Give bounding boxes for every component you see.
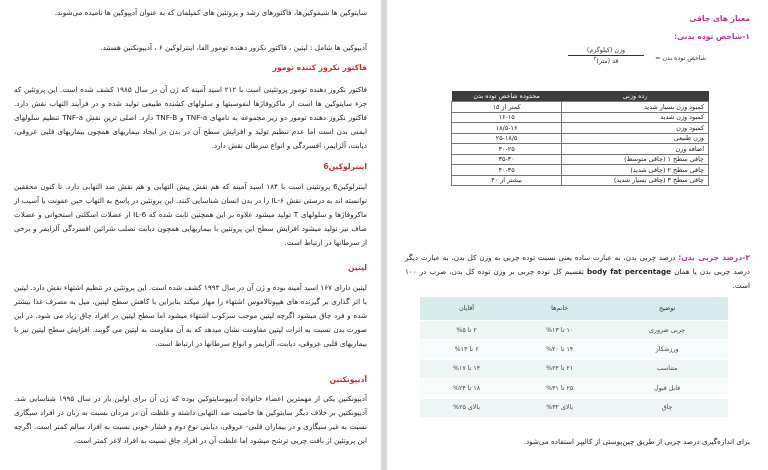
bmi-header-range: محدوده شاخص توده بدن — [452, 91, 562, 102]
paragraph-body-fat: ۲-درصد چربی بدن: درصد چربی بدن، به عبارت ساده یعنی نسبت توده چربی به وزن کل بدن. به عبارت دیگر درصد چربی بدن یا همان body fat percentage تقسیم کل توده چربی بر وزن توده کل بدن، ضرب در ۱۰۰ است. — [405, 253, 750, 290]
fat-header-women: خانم‌ها — [513, 297, 606, 321]
paragraph-caliper: برای اندازه‌گیری درصد چربی از طریق چین‌پوستی از کالیپر استفاده می‌شود. — [523, 437, 750, 446]
table-row: کمبود وزن ۱۸/۵-۱۶ — [452, 123, 709, 134]
body-fat-term: body fat percentage — [587, 267, 672, 276]
table-row: چربی ضروری ۱۰ تا ۱۳% ۲ تا ۵% — [420, 321, 728, 340]
bmi-table — [451, 91, 709, 186]
heading-body-fat: ۲-درصد چربی بدن: — [678, 253, 750, 262]
heading-obesity-criteria: معیار های چاقی — [689, 14, 750, 23]
heading-tnf: فاکتور نکروز کننده تومور — [272, 63, 367, 72]
body-fat-table — [420, 297, 728, 417]
paragraph-leptin: لپتین دارای ۱۶۷ اسید آمینه بوده و ژن آن در سال ۱۹۹۴ کشف شده است. این پروتئین در تنظیم اشتهاء نقش دارد. لپتین با اثر گذاری بر گیرنده های هیپوتالاموس اشتهاء را مهار میکند بنابراین با کاهش سطح لپتین، میل به مصرف غذا بیشتر شده و فرد چاق میشود اگرچه لپتین موجب سرکوب اشتهاء میشود اما سطح لپتین در افراد چاق زیاد می شود. در این صورت بدن نسبت به اثرات لپتین مقاومت نشان میدهد که به آن مقاومت به لپتین می گویند. افزایش سطح لپتین نیز با بیماریهای قلبی عروقی، دیابت، آلزایمر و انواع سرطانها در ارتباط است. — [14, 283, 367, 348]
formula-numerator: وزن (کیلوگرم) — [586, 47, 626, 54]
right-page — [387, 0, 768, 470]
formula-lhs: شاخص توده بدن = — [655, 55, 706, 62]
paragraph-adiponectin: آدیپونکتین یکی از مهمترین اعضاء خانواده آدیپوسایتوکین بوده که ژن آن برای اولین بار در سال ۱۹۹۵ شناسایی شد. آدیپونکتین بر خلاف دیگر سایتوکین ها خاصیت ضد التهابی داشته و غلظت آن در مردان نسبت به زنان در افراد سیگاری نسبت به غیر سیگاری و در بیماران قلبی- عروقی، دیابتی نوع دوم و فشار خونی نسبت به افراد سالم کمتر است. اگرچه این پروتئین از بافت چربی ترشح میشود اما غلظت آن در افراد چاق نسبت به افراد لاغر کمتر است. — [14, 394, 367, 445]
heading-leptin: لپتین — [348, 263, 367, 272]
heading-bmi: ۱-شاخص توده بدنی: — [673, 32, 750, 41]
paragraph-il6: اینترلوکین6 پروتئینی است با ۱۸۴ اسید آمینه که هم نقش پیش التهابی و هم نقش ضد التهابی دارد. تا کنون محققین توانسته اند به درستی نقش IL-۶ را در بدن انسان شناسایی کنند. این پروتئین در پاسخ به التهاب حین عفونت یا آسیب از ماکروفاژها و سلولهای T تولید میشود علاوه بر این همچنین ثابت شده که IL-6 از عضلات اسکلتی استخوانی و عضلات صاف نیز تولید میشود افزایش سطح این پروتئین با بیماریهایی همچون دیابت تصلب شرائین افسردگی آلزایمر و برخی از سرطانها در ارتباط است. — [14, 182, 368, 247]
paragraph-adipokines-intro: سایتوکین ها شیموکین‌ها، فاکتورهای رشد و پروتئین های کمپلمان که به عنوان آدیپوکین ها نامیده می‌شوند. — [54, 8, 367, 17]
left-page — [0, 0, 381, 470]
table-row: قابل قبول ۲۵ تا ۳۱% ۱۸ تا ۲۴% — [420, 379, 728, 398]
table-row: چاقی سطح ۱ (چاقی متوسط) ۳۵-۳۰ — [452, 154, 709, 165]
table-row: چاقی سطح ۲ (چاقی شدید) ۴۰-۳۵ — [452, 165, 709, 176]
paragraph-tnf: فاکتور نکروز دهنده تومور پروتئینی است با ۲۱۲ اسید آمینه که ژن آن در سال ۱۹۸۵ کشف شده است. این پروتئین که جزء سایتوکین ها است از ماکروفاژها لنفوسیتها و سلولهای کشنده طبیعی تولید شده و در فرآیند التهاب نقش دارد. فاکتور نکروز دهنده تومور دو زیر مجموعه به نامهای TNF-a و TNF-B دارد. اصلی ترین نقش TNF-a تنظیم سلولهای ایمنی بدن است اما عدم تنظیم تولید و افزایش سطح آن در بدن در ایجاد بیماریهای همچون بیماریهای قلبی عروقی، دیابت، آلزایمر، افسردگی و انواع سرطان نقش دارد. — [14, 85, 367, 150]
table-row: چاق بالای ۳۲% بالای ۲۵% — [420, 398, 728, 417]
table-row: کمبود وزن بسیار شدید کمتر از ۱۵ — [452, 102, 709, 113]
fat-header-description: توضیح — [606, 297, 728, 321]
table-row: متناسب ۲۱ تا ۲۴% ۱۴ تا ۱۷% — [420, 359, 728, 378]
table-row: چاقی سطح ۳ (چاقی بسیار شدید) بیشتر از ۴۰ — [452, 175, 709, 186]
formula-denominator: قد (متر)$^۲$ — [593, 56, 619, 66]
table-row: وزن طبیعی ۲۵-۱۸/۵ — [452, 133, 709, 144]
paragraph-adipokines-list: آدیپوکین ها شامل : لپتین ، فاکتور نکروز دهنده تومور الفا، اینترلوکین ۶ ، آدیپونکتین هستند. — [100, 43, 367, 52]
formula-exponent: ۲ — [593, 56, 597, 62]
table-row: کمبود وزن شدید ۱۶-۱۵ — [452, 112, 709, 123]
table-row: ورزشکار ۱۴ تا ۲۰% ۶ تا ۱۳% — [420, 340, 728, 359]
heading-il6: اینترلوکین6 — [323, 162, 367, 171]
fat-header-men: آقایان — [420, 297, 513, 321]
table-row: اضافه وزن ۳۰-۲۵ — [452, 144, 709, 155]
bmi-header-category: رده وزنی — [562, 91, 709, 102]
heading-adiponectin: آدیپونکتین — [329, 375, 367, 384]
